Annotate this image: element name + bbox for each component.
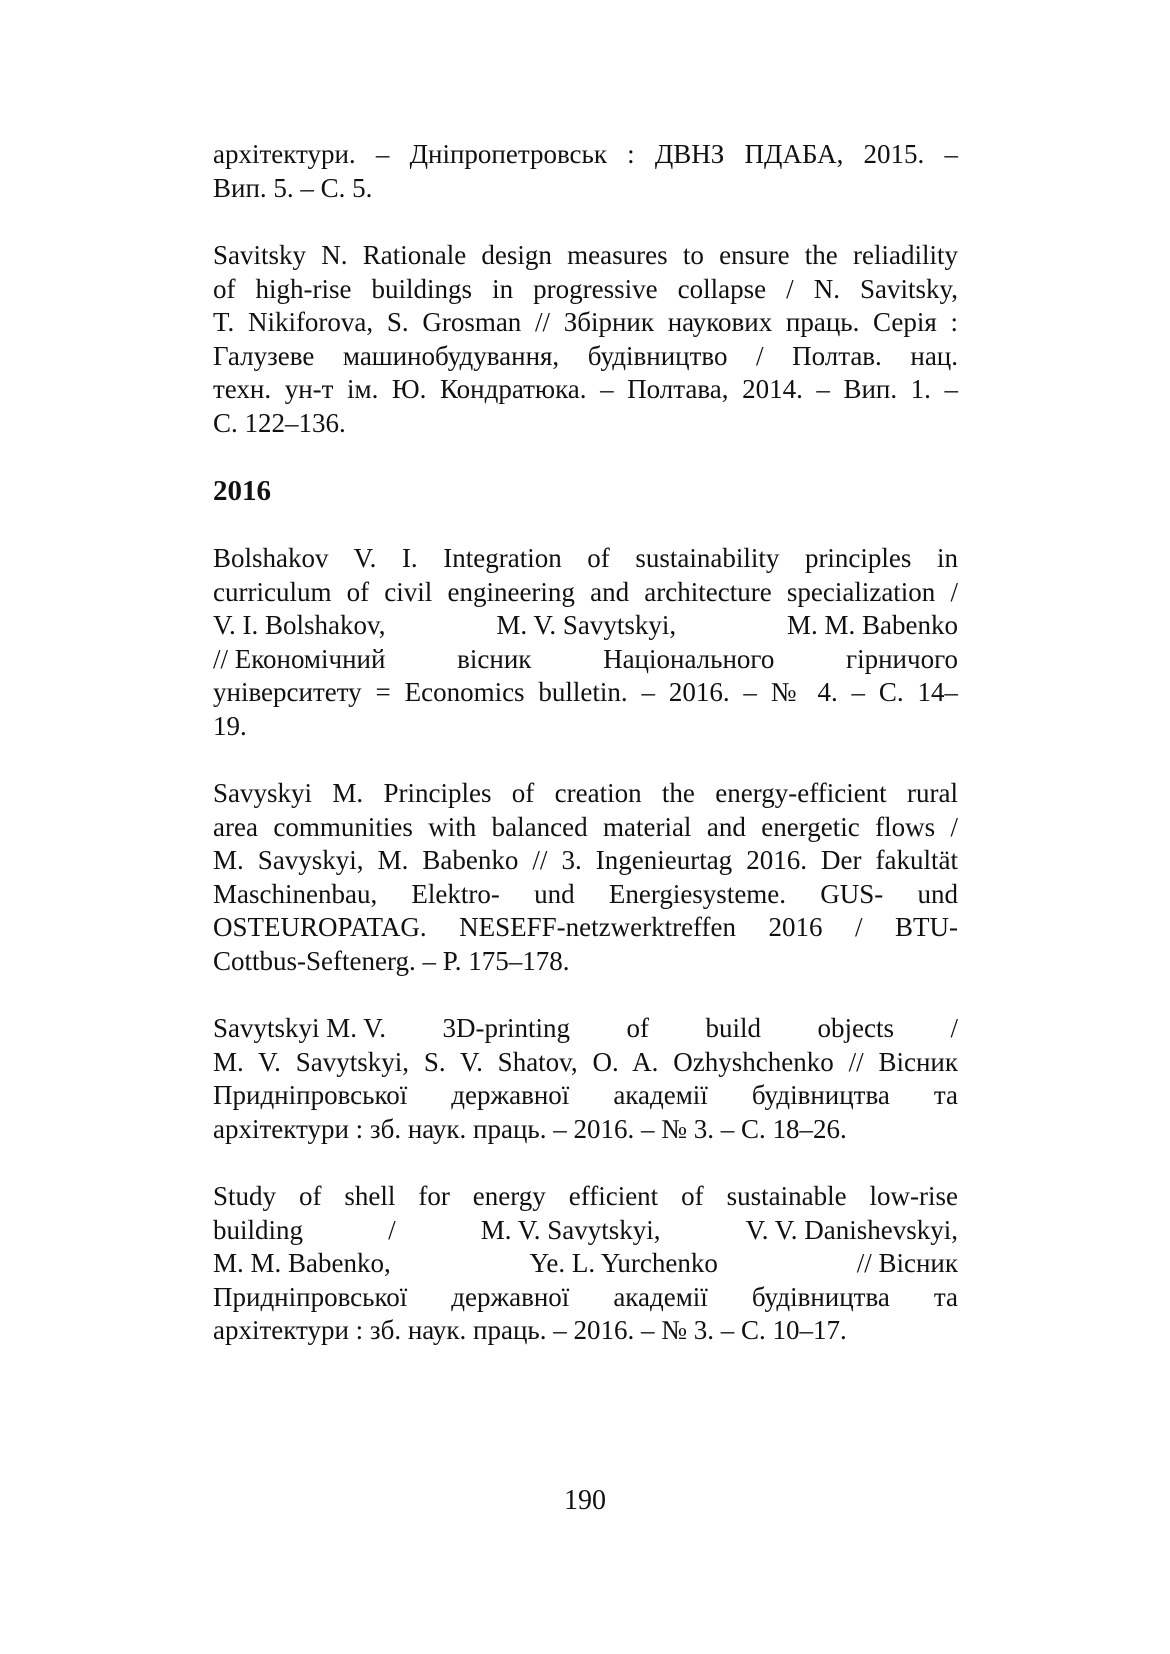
entry-line [213, 1214, 958, 1248]
page-number: 190 [564, 1485, 606, 1516]
entry-word: V. V. Danishevskyi, [745, 1214, 958, 1245]
entry-line: Maschinenbau, Elektro- und Energiesysteme. GUS- und [213, 878, 958, 909]
entry-line: техн. ун-т ім. Ю. Кондратюка. – Полтава, 2014. – Вип. 1. – [213, 374, 958, 404]
year-heading: 2016 [213, 475, 271, 507]
entry-line: area communities with balanced material and energetic flows / [213, 811, 958, 842]
entry-word: 3D-printing [442, 1013, 571, 1043]
entry-word: Ye. L. Yurchenko [529, 1248, 718, 1278]
spacer [213, 978, 958, 1012]
entry-word: вісник [457, 643, 532, 674]
entry-word: M. V. Savytskyi, [480, 1214, 661, 1245]
entry-word: / [388, 1214, 396, 1245]
entries-2016 [213, 542, 958, 1348]
entry-line: архітектури : зб. наук. праць. – 2016. – № 3. – С. 18–26. [213, 1113, 847, 1144]
entry-line: архітектури : зб. наук. праць. – 2016. – № 3. – С. 10–17. [213, 1315, 847, 1345]
entries-2015 [213, 138, 958, 440]
entry-line: curriculum of civil engineering and architecture specialization / [213, 576, 958, 607]
entry-line: 19. [213, 710, 247, 741]
entry-line: архітектури. – Дніпропетровськ : ДВНЗ ПДАБА, 2015. – [213, 139, 958, 169]
spacer [213, 440, 958, 474]
spacer [213, 743, 958, 777]
entry-line: Savyskyi M. Principles of creation the energy-efficient rural [213, 778, 958, 808]
entry-word: M. M. Babenko [786, 610, 958, 640]
entry-word: Savytskyi M. V. [213, 1013, 387, 1043]
entry-word: M. M. Babenko, [213, 1248, 391, 1278]
entry-line: M. Savyskyi, M. Babenko // 3. Ingenieurtag 2016. Der fakultät [213, 845, 958, 875]
entry-word: M. V. Savytskyi, [496, 610, 677, 640]
entry-line: M. V. Savytskyi, S. V. Shatov, O. A. Ozhyshchenko // Вісник [213, 1046, 958, 1077]
entry-line: OSTEUROPATAG. NESEFF-netzwerktreffen 2016 / BTU- [213, 912, 958, 942]
entry-word: / [950, 1013, 958, 1043]
entry-line: Придніпровської державної академії будівництва та [213, 1080, 958, 1110]
entry-line: Вип. 5. – С. 5. [213, 172, 373, 203]
spacer [213, 1146, 958, 1180]
bibliography-entry [213, 138, 958, 205]
entry-line: Savitsky N. Rationale design measures to ensure the reliadility [213, 240, 958, 270]
entry-word: building [213, 1214, 304, 1245]
entry-word: Національного [603, 643, 775, 674]
entry-line: T. Nikiforova, S. Grosman // Збірник наукових праць. Серія : [213, 307, 958, 337]
bibliography-entry [213, 1180, 958, 1348]
spacer [213, 205, 958, 239]
document-page [213, 138, 958, 1348]
entry-line: Галузеве машинобудування, будівництво / Полтав. нац. [213, 340, 958, 371]
entry-word: of [626, 1013, 650, 1043]
bibliography-entry [213, 1012, 958, 1146]
entry-line [213, 643, 958, 677]
entry-word: гірничого [846, 643, 958, 674]
entry-word: // Економічний [213, 643, 386, 674]
entry-line: Придніпровської державної академії будівництва та [213, 1281, 958, 1312]
entry-word: V. I. Bolshakov, [213, 610, 386, 640]
entry-line [213, 1012, 958, 1046]
entry-line [213, 1247, 958, 1281]
entry-word: build [705, 1013, 762, 1043]
entry-line: С. 122–136. [213, 407, 346, 438]
entry-line: Cottbus-Seftenerg. – P. 175–178. [213, 945, 570, 976]
entry-word: // Вісник [856, 1248, 958, 1278]
entry-line: університету = Economics bulletin. – 2016. – № 4. – С. 14– [213, 677, 958, 707]
bibliography-entry [213, 239, 958, 440]
entry-line: Study of shell for energy efficient of sustainable low-rise [213, 1181, 958, 1211]
entry-word: objects [817, 1013, 894, 1043]
entry-line [213, 609, 958, 643]
spacer [213, 508, 958, 542]
entry-line: of high-rise buildings in progressive collapse / N. Savitsky, [213, 273, 958, 304]
entry-line: Bolshakov V. I. Integration of sustainability principles in [213, 543, 958, 573]
bibliography-entry [213, 777, 958, 978]
bibliography-entry [213, 542, 958, 743]
